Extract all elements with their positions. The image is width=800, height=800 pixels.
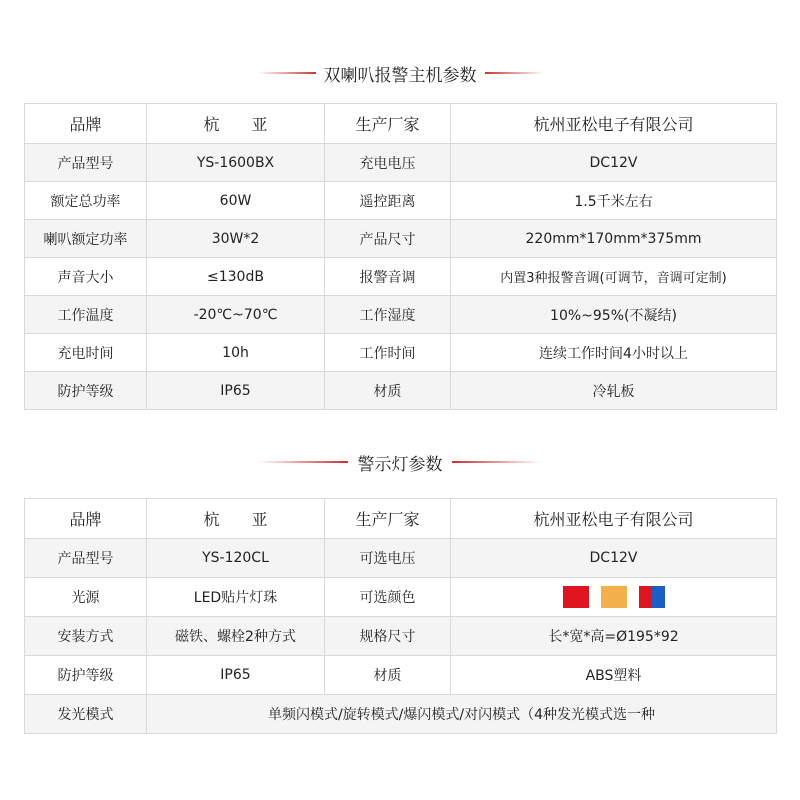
cell-value: 冷轧板 [451,372,777,410]
cell-label: 产品型号 [25,539,147,578]
cell-label: 充电电压 [325,144,451,182]
cell-label: 产品型号 [25,144,147,182]
color-swatches [563,586,665,608]
cell-value: 长*宽*高=Ø195*92 [451,617,777,656]
cell-label: 安装方式 [25,617,147,656]
section-title-text: 警示灯参数 [350,450,451,475]
cell-label: 工作湿度 [325,296,451,334]
table-row [25,695,777,734]
cell-label: 发光模式 [25,695,147,734]
color-swatches-cell [451,578,777,617]
cell-value: 60W [147,182,325,220]
cell-value: 1.5千米左右 [451,182,777,220]
amber-swatch [601,586,627,608]
table-row [25,372,777,410]
table-row [25,539,777,578]
cell-label: 额定总功率 [25,182,147,220]
cell-value: LED贴片灯珠 [147,578,325,617]
cell-value: 杭州亚松电子有限公司 [451,499,777,539]
table-row [25,104,777,144]
cell-label: 遥控距离 [325,182,451,220]
cell-value: 连续工作时间4小时以上 [451,334,777,372]
red-swatch [563,586,589,608]
cell-value: 内置3种报警音调(可调节，音调可定制) [451,258,777,296]
table-row [25,334,777,372]
cell-label: 声音大小 [25,258,147,296]
cell-value: 磁铁、螺栓2种方式 [147,617,325,656]
cell-label: 规格尺寸 [325,617,451,656]
cell-value: 10h [147,334,325,372]
cell-value: DC12V [451,144,777,182]
section-title-alarm-host [0,61,800,86]
section-title-warning-light [0,450,800,475]
alarm-host-spec-table [24,103,777,410]
cell-label: 产品尺寸 [325,220,451,258]
cell-value: 220mm*170mm*375mm [451,220,777,258]
cell-value: 单频闪模式/旋转模式/爆闪模式/对闪模式（4种发光模式选一种 [147,695,777,734]
cell-label: 充电时间 [25,334,147,372]
table-row [25,144,777,182]
cell-value: 杭 亚 [147,104,325,144]
warning-light-spec-table [24,498,777,734]
table-row [25,656,777,695]
cell-value: YS-1600BX [147,144,325,182]
table-row [25,220,777,258]
cell-value: 杭州亚松电子有限公司 [451,104,777,144]
cell-value: IP65 [147,656,325,695]
cell-label: 材质 [325,656,451,695]
blue-half [652,586,665,608]
table-row [25,617,777,656]
cell-value: YS-120CL [147,539,325,578]
table-row [25,499,777,539]
cell-value: DC12V [451,539,777,578]
cell-value: 30W*2 [147,220,325,258]
table-row [25,258,777,296]
cell-value: 杭 亚 [147,499,325,539]
cell-label: 可选电压 [325,539,451,578]
cell-value: ABS塑料 [451,656,777,695]
cell-label: 品牌 [25,104,147,144]
cell-label: 报警音调 [325,258,451,296]
cell-label: 喇叭额定功率 [25,220,147,258]
cell-label: 品牌 [25,499,147,539]
cell-label: 防护等级 [25,372,147,410]
red-blue-swatch [639,586,665,608]
cell-label: 光源 [25,578,147,617]
table-row [25,578,777,617]
cell-value: ≤130dB [147,258,325,296]
red-half [639,586,652,608]
cell-label: 生产厂家 [325,499,451,539]
table-row [25,182,777,220]
section-title-text: 双喇叭报警主机参数 [316,61,485,86]
cell-label: 可选颜色 [325,578,451,617]
cell-value: IP65 [147,372,325,410]
table-row [25,296,777,334]
cell-label: 防护等级 [25,656,147,695]
cell-label: 材质 [325,372,451,410]
cell-value: -20℃~70℃ [147,296,325,334]
cell-label: 工作温度 [25,296,147,334]
cell-label: 生产厂家 [325,104,451,144]
cell-value: 10%~95%(不凝结) [451,296,777,334]
cell-label: 工作时间 [325,334,451,372]
